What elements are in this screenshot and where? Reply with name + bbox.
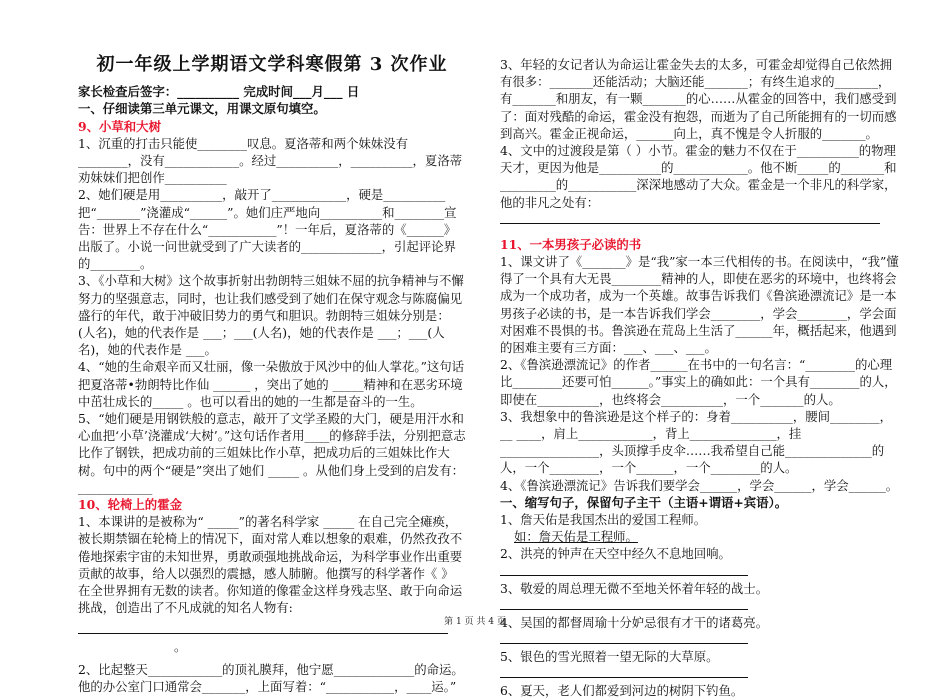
left-column bbox=[78, 0, 466, 695]
q10-1-end: 。 bbox=[174, 638, 187, 654]
q10-2: 2、比起整天____________的顶礼膜拜，他宁愿_____________的命运。他的办公室门口通常会_______，上面写着：“___________，____运。” bbox=[78, 661, 464, 695]
q9-2: 2、她们硬是用__________，敲开了____________，硬是__________把“_______”浇灌成“______”。她们庄严地向__________和________宣告：世界上不存在什么“___________”！一年后，夏洛蒂的《______》出版了。小说一问世就受到了广大读者的_____________，引起评论界的________。 bbox=[78, 187, 457, 272]
sentence-6: 6、夏天，老人们都爱到河边的树阴下钓鱼。 bbox=[500, 683, 744, 699]
page-title: 初一年级上学期语文学科寒假第 3 次作业 bbox=[96, 54, 448, 75]
part1-heading: 一、仔细读第三单元课文，用课文原句填空。 bbox=[78, 101, 326, 117]
section10-heading: 10、轮椅上的霍金 bbox=[78, 497, 182, 513]
answer-line bbox=[500, 215, 880, 224]
q10-4: 4、文中的过渡段是第（ ）小节。霍金的魅力不仅在于__________的物理天才，更因为他是__________的____________。他不断_____的_______和_________的___________深深地感动了大众。霍金是一个非凡的科学家，他的非凡之处有： bbox=[500, 143, 897, 210]
sentence-2: 2、洪亮的钟声在天空中经久不息地回响。 bbox=[500, 546, 731, 562]
q11-3: 3、我想象中的鲁滨逊是这个样子的：身着__________，腰间________，__ ____，肩上____________，背上______________，挂________________，头顶撑手皮伞……我希望自己能______________的人，一个________，一个______，一个________的人。 bbox=[500, 408, 892, 476]
sentence-1-example: 如：詹天佑是工程师。 bbox=[514, 529, 638, 545]
sentence-4: 4、吴国的都督周瑜十分妒忌很有才干的诸葛亮。 bbox=[500, 614, 769, 630]
sentence-5: 5、银色的雪光照着一望无际的大草原。 bbox=[500, 649, 719, 665]
answer-line bbox=[500, 597, 748, 610]
answer-line bbox=[500, 631, 748, 644]
q11-1: 1、课文讲了《_______》是“我”家一本三代相传的书。在阅读中，“我”懂得了一个具有大无畏________精神的人，即使在恶劣的环境中，也终将会成为一个成功者，成为一个英雄。故事告诉我们《鲁滨逊漂流记》是一本男孩子必读的书，是一本告诉我们学会________，学会________，学会面对困难不畏惧的书。鲁滨逊在荒岛上生活了______年，概括起来，他遇到的困难主要有三方面：___、___、___。 bbox=[500, 254, 899, 356]
q11-4: 4、《鲁滨逊漂流记》告诉我们要学会______，学会______，学会______。 bbox=[500, 477, 899, 493]
section9-heading: 9、小草和大树 bbox=[78, 118, 161, 134]
parent-sign-line: 家长检查后签字：__________ 完成时间___月___ 日 bbox=[78, 84, 360, 100]
page-footer: 第 1 页 共 4 页 bbox=[444, 617, 506, 627]
q10-1: 1、本课讲的是被称为“ _____”的著名科学家 _____ 在自己完全瘫痪，被长期禁锢在轮椅上的情况下，面对常人难以想象的艰难，仍然孜孜不倦地探索宇宙的未知世界，勇敢顽强地挑战命运，为科学事业作出重要贡献的故事，给人以强烈的震撼，感人肺腑。他撰写的科学著作《 》在全世界拥有无数的读者。你知道的像霍金这样身残志坚、敢于向命运挑战，创造出了不凡成就的知名人物有: bbox=[78, 514, 463, 616]
answer-line bbox=[500, 665, 748, 678]
answer-line bbox=[500, 563, 748, 576]
q11-2: 2、《鲁滨逊漂流记》的作者______在书中的一句名言：“________的心理比________还要可怕______。”事实上的确如此：一个具有________的人，即使在__________，也终将会__________，一个_______的人。 bbox=[500, 357, 897, 407]
part2-heading: 一、缩写句子，保留句子主干（主语+谓语+宾语）。 bbox=[500, 494, 788, 510]
sentence-1: 1、詹天佑是我国杰出的爱国工程师。 bbox=[500, 512, 707, 528]
q9-5: 5、“她们硬是用钢铁般的意志，敲开了文学圣殿的大门，硬是用汗水和心血把‘小草’浇灌成‘大树’。”这句话作者用____的修辞手法，分别把意志比作了钢铁，把成功前的三姐妹比作小草，把成功后的三姐妹比作大树。句中的两个“硬是”突出了她们 _____ 。从他们身上受到的启发有：____________ bbox=[78, 411, 466, 495]
sentence-3: 3、敬爱的周总理无微不至地关怀着年轻的战士。 bbox=[500, 580, 769, 596]
q9-4: 4、“她的生命艰辛而又壮丽，像一朵傲放于风沙中的仙人掌花。”这句话把夏洛蒂•勃朗特比作仙 ______ ，突出了她的 _____精神和在恶劣环境中茁壮成长的_____ 。也可以看出的她的一生都是奋斗的一生。 bbox=[78, 359, 465, 409]
q9-3: 3、《小草和大树》这个故事折射出勃朗特三姐妹不屈的抗争精神与不懈努力的坚强意志，同时，也让我们感受到了她们在保守观念与陈腐偏见盛行的年代，敢于冲破旧势力的勇气和胆识。勃朗特三姐妹分别是：(人名)，她的代表作是 ___；___(人名)，她的代表作是 ___；___(人名)，她的代表作是 ___。 bbox=[78, 273, 464, 358]
q10-3: 3、年轻的女记者认为命运让霍金失去的太多，可霍金却觉得自己依然拥有很多：_______还能活动；大脑还能_______；有终生追求的_______，有_______和朋友，有一颗_______的心……从霍金的回答中，我们感受到了：面对残酷的命运，霍金没有抱怨，而逝为了自己所能拥有的一切而感到高兴。霍金正视命运，______向上，真不愧是令人折服的_______。 bbox=[500, 57, 897, 141]
right-column bbox=[500, 0, 902, 700]
q9-1: 1、沉重的打击只能使________叹息。夏洛蒂和两个妹妹没有________，没有____________。经过__________，__________，夏洛蒂劝妹妹们把创作__________ bbox=[78, 135, 463, 186]
section11-heading: 11、一本男孩子必读的书 bbox=[500, 236, 642, 252]
